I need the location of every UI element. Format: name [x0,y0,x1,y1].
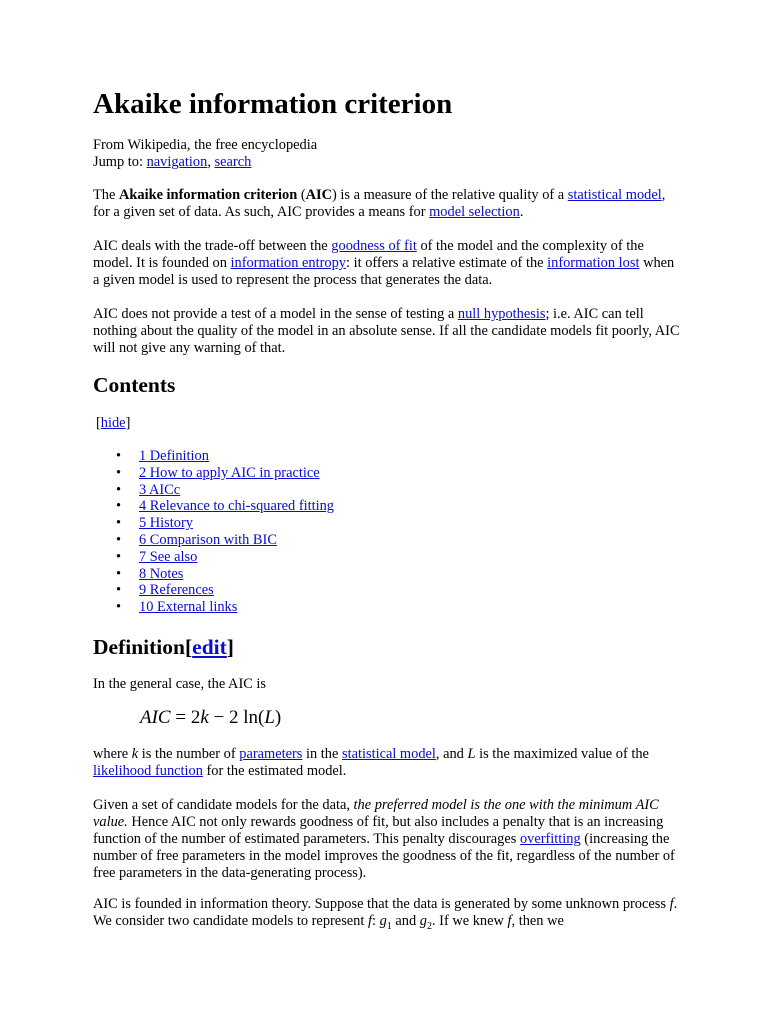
toc-item [139,465,334,482]
toc-item [139,532,334,549]
text: AIC deals with the trade-off between the [93,238,332,254]
bold-term: Akaike information criterion [118,187,298,203]
link-model-selection[interactable]: model selection [429,204,520,220]
var-f: f [367,913,372,929]
text: ; i.e. AIC can tell nothing about the quality of the model in an absolute sense. If all the candidate models fit poorly, AIC will not give any warning of that. [93,306,680,356]
link-information-entropy[interactable]: information entropy [230,255,346,271]
text: ( [297,187,306,203]
link-likelihood-function[interactable]: likelihood function [93,763,203,779]
toc-link[interactable]: 2 How to apply AIC in practice [139,464,320,481]
text: , and [435,746,468,762]
toc-item [139,582,334,599]
bracket-close: ] [125,415,131,431]
link-statistical-model[interactable]: statistical model [567,187,662,203]
link-goodness-of-fit[interactable]: goodness of fit [331,238,417,254]
var-f: f [507,913,512,929]
var-f: f [669,896,674,912]
var-L: L [467,746,476,762]
formula-k: k [200,707,209,728]
text: in the [302,746,342,762]
edit-section-link[interactable]: edit [192,635,227,659]
text: of the model and the complexity of the model. It is founded on [93,238,644,271]
toc-item [139,482,334,499]
link-null-hypothesis[interactable]: null hypothesis [457,306,546,322]
section-heading-definition [93,633,234,661]
toc-link[interactable]: 8 Notes [139,565,184,582]
jump-navigation-link[interactable]: navigation [146,154,208,170]
definition-paragraph-3 [93,896,683,930]
text: AIC does not provide a test of a model in the sense of testing a [93,306,458,322]
text: and [391,913,420,929]
text: where [93,746,132,762]
link-parameters[interactable]: parameters [239,746,303,762]
link-overfitting[interactable]: overfitting [519,831,581,847]
text: when a given model is used to represent the process that generates the data. [93,255,675,288]
toc-item [139,599,334,616]
bracket-open: [ [184,635,193,659]
bracket-open: [ [96,415,101,431]
jump-to-label: Jump to: [93,154,147,170]
intro-paragraph-2 [93,238,683,289]
toc-link[interactable]: 6 Comparison with BIC [139,531,277,548]
formula-lhs: AIC [140,707,171,728]
intro-paragraph-3 [93,306,683,357]
text: . We consider two candidate models to represent [93,896,678,929]
text: : it offers a relative estimate of the [346,255,548,271]
formula-equals: = 2 [170,707,201,728]
page-title: Akaike information criterion [93,88,453,120]
var-g: g [419,913,427,929]
definition-paragraph-2 [93,797,683,882]
text: for the estimated model. [202,763,347,779]
jump-search-link[interactable]: search [214,154,252,170]
subscript: 2 [426,920,432,932]
text: is the number of [138,746,240,762]
intro-paragraph-1 [93,187,683,221]
formula-close: ) [274,707,282,728]
text: ) is a measure of the relative quality of a [332,187,568,203]
text: : [371,913,380,929]
link-information-lost[interactable]: information lost [547,255,640,271]
text: Hence AIC not only rewards goodness of fit, but also includes a penalty that is an increasing function of the number of estimated parameters. This penalty discourages [93,814,664,847]
formula-minus-ln: − 2 ln( [208,707,265,728]
formula-L: L [264,707,275,728]
toc-item [139,498,334,515]
toc-item [139,515,334,532]
jump-separator: , [207,154,215,170]
text: is the maximized value of the [475,746,649,762]
definition-paragraph-1 [93,746,683,780]
jump-to-line [93,154,683,171]
contents-heading: Contents [93,373,176,397]
text: AIC is founded in information theory. Suppose that the data is generated by some unknown process [93,896,670,912]
aic-formula [140,704,281,732]
toc-link[interactable]: 3 AICc [139,481,181,498]
text: , for a given set of data. As such, AIC provides a means for [93,187,666,220]
toc-item [139,448,334,465]
italic-text: the preferred model is the one with the minimum AIC value. [93,797,659,830]
from-line: From Wikipedia, the free encyclopedia [93,137,318,153]
text: . [519,204,524,220]
bracket-close: ] [226,635,234,659]
text: Given a set of candidate models for the data, [93,797,354,813]
text: (increasing the number of free parameters in the model improves the goodness of the fit, regardless of the number of free parameters in the data-generating process). [93,831,675,881]
definition-lead: In the general case, the AIC is [93,676,267,692]
var-k: k [131,746,139,762]
hide-contents-link[interactable]: hide [100,415,126,431]
subscript: 1 [386,920,392,932]
link-statistical-model[interactable]: statistical model [341,746,436,762]
contents-toggle [96,415,686,432]
toc-item [139,549,334,566]
text: , then we [511,913,564,929]
section-title: Definition [93,635,185,659]
table-of-contents [139,448,334,616]
var-g: g [379,913,387,929]
toc-item [139,566,334,583]
site-subtitle [93,137,683,171]
toc-link[interactable]: 5 History [139,515,193,532]
text: . If we knew [431,913,508,929]
toc-link[interactable]: 9 References [139,582,214,599]
toc-link[interactable]: 7 See also [139,548,198,565]
toc-link[interactable]: 10 External links [139,599,238,616]
bold-abbrev: AIC [305,187,333,203]
toc-link[interactable]: 1 Definition [139,448,209,464]
text: The [93,187,119,203]
toc-link[interactable]: 4 Relevance to chi-squared fitting [139,498,335,515]
